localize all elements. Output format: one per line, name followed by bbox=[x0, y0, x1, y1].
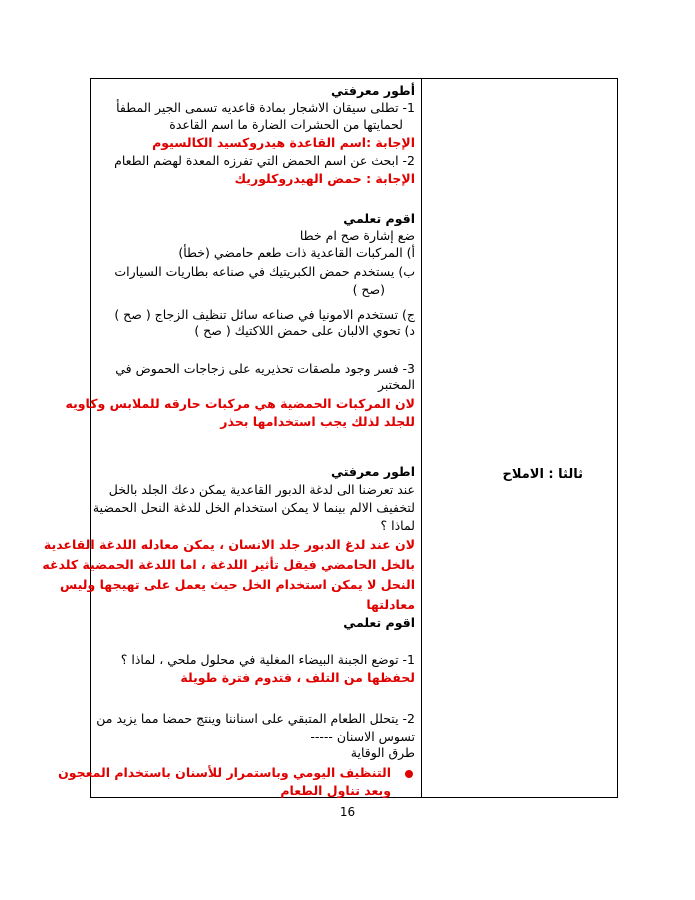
text-line: 1- تطلى سيقان الاشجار بمادة قاعديه تسمى الجير المطفأ bbox=[116, 100, 415, 115]
topic-cell bbox=[422, 79, 617, 797]
text-line: للجلد لذلك يجب استخدامها بحذر bbox=[220, 414, 415, 429]
text-line: اقوم تعلمي bbox=[343, 211, 415, 226]
text-line: د) تحوي الالبان على حمض اللاكتيك ( صح ) bbox=[194, 323, 415, 338]
text-line: الإجابة :اسم القاعدة هيدروكسيد الكالسيوم bbox=[152, 135, 415, 150]
text-line: لان عند لدغ الدبور جلد الانسان ، يمكن معادله اللدغة القاعدية bbox=[43, 537, 415, 552]
text-line: بالخل الحامضي فيقل تأثير اللدغة ، اما اللدغة الحمضية كلدغه bbox=[42, 557, 415, 572]
text-line: اطور معرفتي bbox=[331, 464, 415, 479]
text-line: معادلتها bbox=[366, 597, 415, 612]
text-line: لحمايتها من الحشرات الضارة ما اسم القاعدة bbox=[169, 117, 403, 132]
lesson-content-cell bbox=[42, 79, 421, 798]
text-line: لتخفيف الالم بينما لا يمكن استخدام الخل للدغة النحل الحمضية bbox=[92, 500, 415, 515]
text-line: (صح ) bbox=[352, 282, 385, 297]
text-line: 2- يتحلل الطعام المتبقي على اسناننا وينتج حمضا مما يزيد من bbox=[96, 711, 415, 726]
text-line: ج) تستخدم الامونيا في صناعه سائل تنظيف الزجاج ( صح ) bbox=[114, 307, 415, 322]
page-number: 16 bbox=[339, 805, 356, 819]
bullet-icon bbox=[405, 770, 413, 778]
text-line: أطور معرفتي bbox=[331, 83, 415, 98]
text-line: أ) المركبات القاعدية ذات طعم حامضي (خطأ) bbox=[178, 245, 415, 260]
text-line: لحفظها من التلف ، فتدوم فترة طويلة bbox=[180, 670, 415, 685]
text-line: ضع إشارة صح ام خطا bbox=[299, 228, 415, 243]
text-line: تسوس الاسنان ----- bbox=[310, 729, 415, 744]
text-line: لماذا ؟ bbox=[380, 518, 415, 533]
content-table bbox=[42, 78, 618, 798]
text-line: لان المركبات الحمضية هي مركبات حارقه للملابس وكاويه bbox=[65, 396, 415, 411]
text-line: ب) يستخدم حمض الكبريتيك في صناعه بطاريات السيارات bbox=[114, 264, 415, 279]
text-line: 1- توضع الجبنة البيضاء المغلية في محلول ملحي ، لماذا ؟ bbox=[120, 652, 415, 667]
text-line: الإجابة : حمض الهيدروكلوريك bbox=[234, 171, 415, 186]
text-line: طرق الوقاية bbox=[350, 745, 415, 760]
text-line: عند تعرضنا الى لدغة الدبور القاعدية يمكن دعك الجلد بالخل bbox=[108, 482, 415, 497]
text-line: النحل لا يمكن استخدام الخل حيث يعمل على تهيجها وليس bbox=[60, 577, 415, 592]
text-line: 3- فسر وجود ملصقات تحذيريه على زجاجات الحموض في bbox=[115, 361, 415, 376]
topic-label: ثالثا : الاملاح bbox=[502, 467, 583, 482]
text-line: وبعد تناول الطعام bbox=[280, 783, 391, 798]
text-line: 2- ابحث عن اسم الحمض التي تفرزه المعدة لهضم الطعام bbox=[114, 153, 415, 168]
text-line: المختبر bbox=[377, 377, 415, 392]
text-line: التنظيف اليومي وباستمرار للأسنان باستخدام المعجون bbox=[58, 765, 391, 780]
text-line: اقوم تعلمي bbox=[343, 615, 415, 630]
